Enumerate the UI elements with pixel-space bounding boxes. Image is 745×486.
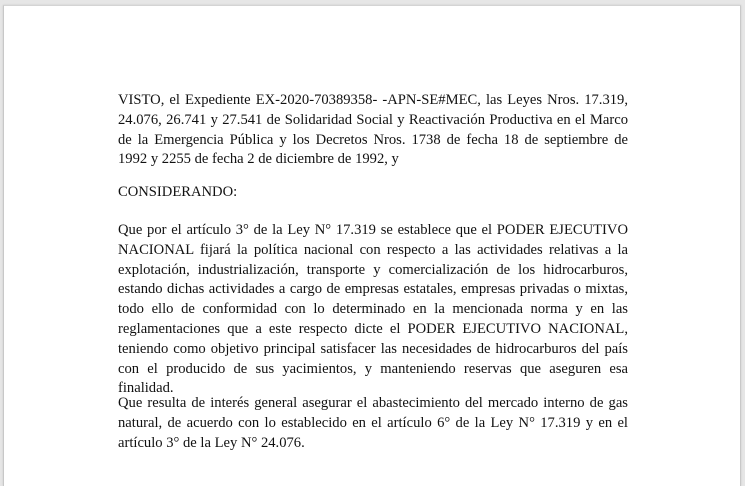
considerando-paragraph-1[interactable]: Que por el artículo 3° de la Ley N° 17.319 se establece que el PODER EJECUTIVO NACIONAL fijará la política nacional con respecto a las actividades relativas a la explotación, industrialización, transporte y comercialización de los hidrocarburos, estando dichas actividades a cargo de empresas estatales, empresas privadas o mixtas, todo ello de conformidad con lo determinado en la mencionada norma y en las reglamentaciones que a este respecto dicte el PODER EJECUTIVO NACIONAL, teniendo como objetivo principal satisfacer las necesidades de hidrocarburos del país con el producido de sus yacimientos, y manteniendo reservas que aseguren esa finalidad. (118, 222, 628, 397)
considerando-heading[interactable]: CONSIDERANDO: (118, 184, 238, 200)
visto-paragraph[interactable]: VISTO, el Expediente EX-2020-70389358- -APN-SE#MEC, las Leyes Nros. 17.319, 24.076, 26.741 y 27.541 de Solidaridad Social y Reactivación Productiva en el Marco de la Emergencia Pública y los Decretos Nros. 1738 de fecha 18 de septiembre de 1992 y 2255 de fecha 2 de diciembre de 1992, y (118, 92, 628, 168)
document-page (3, 5, 741, 486)
considerando-paragraph-2[interactable]: Que resulta de interés general asegurar el abastecimiento del mercado interno de gas natural, de acuerdo con lo establecido en el artículo 6° de la Ley N° 17.319 y en el artículo 3° de la Ley N° 24.076. (118, 395, 628, 451)
